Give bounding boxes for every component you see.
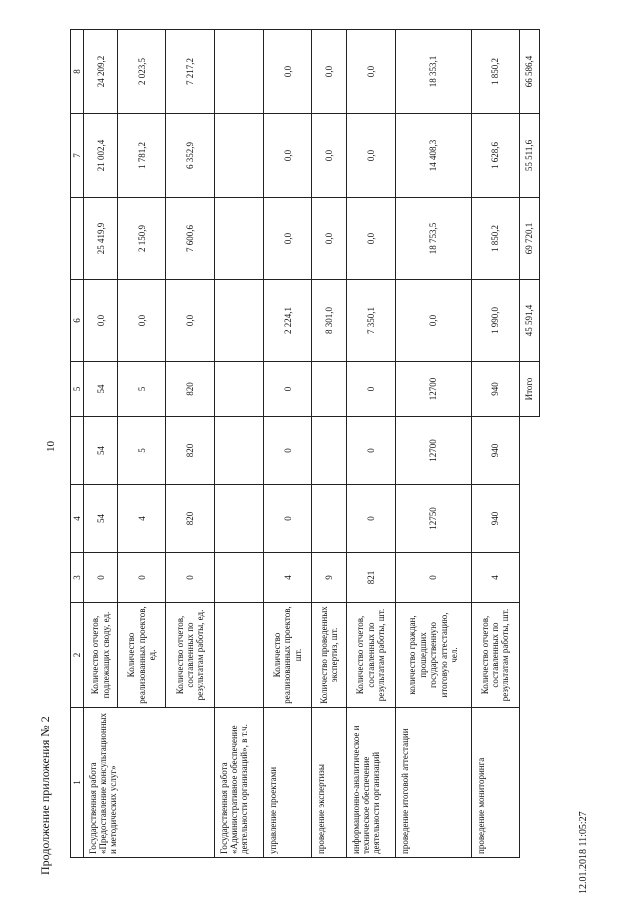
- col-header: 4: [71, 485, 84, 553]
- table-row: [264, 30, 312, 858]
- cell: [214, 114, 263, 198]
- cell: 0,0: [346, 114, 395, 198]
- cell: 0: [264, 485, 312, 553]
- cell: 940: [471, 417, 519, 485]
- measure: Количество отчетов, подлежащих своду, ед.: [84, 603, 118, 708]
- cell: 0,0: [312, 30, 346, 114]
- cell: 7 600,6: [166, 198, 214, 280]
- cell: 821: [346, 553, 395, 603]
- cell: 0: [395, 553, 471, 603]
- cell: 54: [84, 417, 118, 485]
- cell: [214, 280, 263, 362]
- cell: 14 408,3: [395, 114, 471, 198]
- cell: 4: [264, 553, 312, 603]
- cell: 0,0: [118, 280, 166, 362]
- cell: 940: [471, 362, 519, 417]
- work-name: проведение экспертизы: [312, 708, 346, 858]
- cell: 4: [471, 553, 519, 603]
- table-row: [84, 30, 118, 858]
- cell: 2 150,9: [118, 198, 166, 280]
- cell: 12700: [395, 417, 471, 485]
- measure: Количество отчетов, составленных по результатам работы, шт.: [471, 603, 519, 708]
- appendix-title: Продолжение приложения № 2: [38, 716, 52, 875]
- table-row: [471, 30, 519, 858]
- cell: 1 850,2: [471, 30, 519, 114]
- work-name: проведение мониторинга: [471, 708, 519, 858]
- measure: количество граждан, прошедших государственную итоговую аттестацию, чел.: [395, 603, 471, 708]
- cell: 0,0: [84, 280, 118, 362]
- cell: 0,0: [264, 198, 312, 280]
- total-cell: 55 511,6: [519, 114, 539, 198]
- cell: [214, 198, 263, 280]
- cell: 12700: [395, 362, 471, 417]
- cell: 0: [166, 553, 214, 603]
- cell: 0,0: [312, 198, 346, 280]
- cell: 0,0: [166, 280, 214, 362]
- cell: 6 352,9: [166, 114, 214, 198]
- col-header: [71, 417, 84, 485]
- financial-table: [70, 30, 540, 858]
- cell: 820: [166, 417, 214, 485]
- col-header: 1: [71, 708, 84, 858]
- cell: 2 023,5: [118, 30, 166, 114]
- cell: 0,0: [312, 114, 346, 198]
- total-cell: 45 591,4: [519, 280, 539, 362]
- cell: 8 301,0: [312, 280, 346, 362]
- measure: Количество проведенных экспертиз, шт.: [312, 603, 346, 708]
- measure: Количество отчетов, составленных по результатам работы, ед.: [166, 603, 214, 708]
- cell: 1 628,6: [471, 114, 519, 198]
- header-row: [71, 30, 84, 858]
- cell: 5: [118, 362, 166, 417]
- cell: 18 353,1: [395, 30, 471, 114]
- cell: 1 990,0: [471, 280, 519, 362]
- cell: [214, 417, 263, 485]
- cell: 0: [264, 362, 312, 417]
- work-name: проведение итоговой аттестации: [395, 708, 471, 858]
- work-name: управление проектами: [264, 708, 312, 858]
- cell: 820: [166, 362, 214, 417]
- cell: 0: [264, 417, 312, 485]
- cell: 0,0: [395, 280, 471, 362]
- cell: 0: [118, 553, 166, 603]
- cell: 9: [312, 553, 346, 603]
- cell: 0: [346, 485, 395, 553]
- cell: 0: [346, 362, 395, 417]
- cell: 5: [118, 417, 166, 485]
- work-name: Государственная работа «Административное обеспечение деятельности организаций», в т.ч.: [214, 708, 263, 858]
- table-row: [214, 30, 263, 858]
- col-header: 3: [71, 553, 84, 603]
- col-header: 7: [71, 114, 84, 198]
- total-cell: 69 720,1: [519, 198, 539, 280]
- cell: 820: [166, 485, 214, 553]
- cell: [214, 485, 263, 553]
- col-header: 2: [71, 603, 84, 708]
- cell: 25 419,9: [84, 198, 118, 280]
- measure: Количество реализованных проектов, шт.: [264, 603, 312, 708]
- table-row: [312, 30, 346, 858]
- cell: 7 350,1: [346, 280, 395, 362]
- cell: 0,0: [264, 30, 312, 114]
- cell: 21 002,4: [84, 114, 118, 198]
- total-row: [519, 30, 539, 858]
- table-row: [346, 30, 395, 858]
- cell: 24 209,2: [84, 30, 118, 114]
- cell: [312, 417, 346, 485]
- cell: [214, 553, 263, 603]
- cell: 2 224,1: [264, 280, 312, 362]
- measure: Количество реализованных проектов, ед.: [118, 603, 166, 708]
- cell: 0,0: [264, 114, 312, 198]
- cell: 1 781,2: [118, 114, 166, 198]
- cell: 54: [84, 362, 118, 417]
- print-timestamp: 12.01.2018 11:05:27: [578, 811, 589, 894]
- cell: [214, 362, 263, 417]
- cell: 12750: [395, 485, 471, 553]
- cell: 18 753,5: [395, 198, 471, 280]
- cell: 0,0: [346, 198, 395, 280]
- page-number: 10: [45, 441, 57, 452]
- cell: 54: [84, 485, 118, 553]
- cell: 0: [84, 553, 118, 603]
- table-row: [395, 30, 471, 858]
- work-name: Государственная работа «Предоставление консультационных и методических услуг»: [84, 708, 215, 858]
- cell: 7 217,2: [166, 30, 214, 114]
- col-header: 6: [71, 280, 84, 362]
- total-cell: 66 586,4: [519, 30, 539, 114]
- cell: [312, 362, 346, 417]
- col-header: 8: [71, 30, 84, 114]
- total-label: Итого: [519, 362, 539, 417]
- cell: [312, 485, 346, 553]
- cell: [214, 30, 263, 114]
- cell: 1 850,2: [471, 198, 519, 280]
- cell: 940: [471, 485, 519, 553]
- col-header: 5: [71, 362, 84, 417]
- measure: Количество отчетов, составленных по результатам работы, шт.: [346, 603, 395, 708]
- cell: 0: [346, 417, 395, 485]
- col-header: [71, 198, 84, 280]
- measure: [214, 603, 263, 708]
- work-name: информационно-аналитическое и техническое обеспечение деятельности организаций: [346, 708, 395, 858]
- cell: 0,0: [346, 30, 395, 114]
- cell: 4: [118, 485, 166, 553]
